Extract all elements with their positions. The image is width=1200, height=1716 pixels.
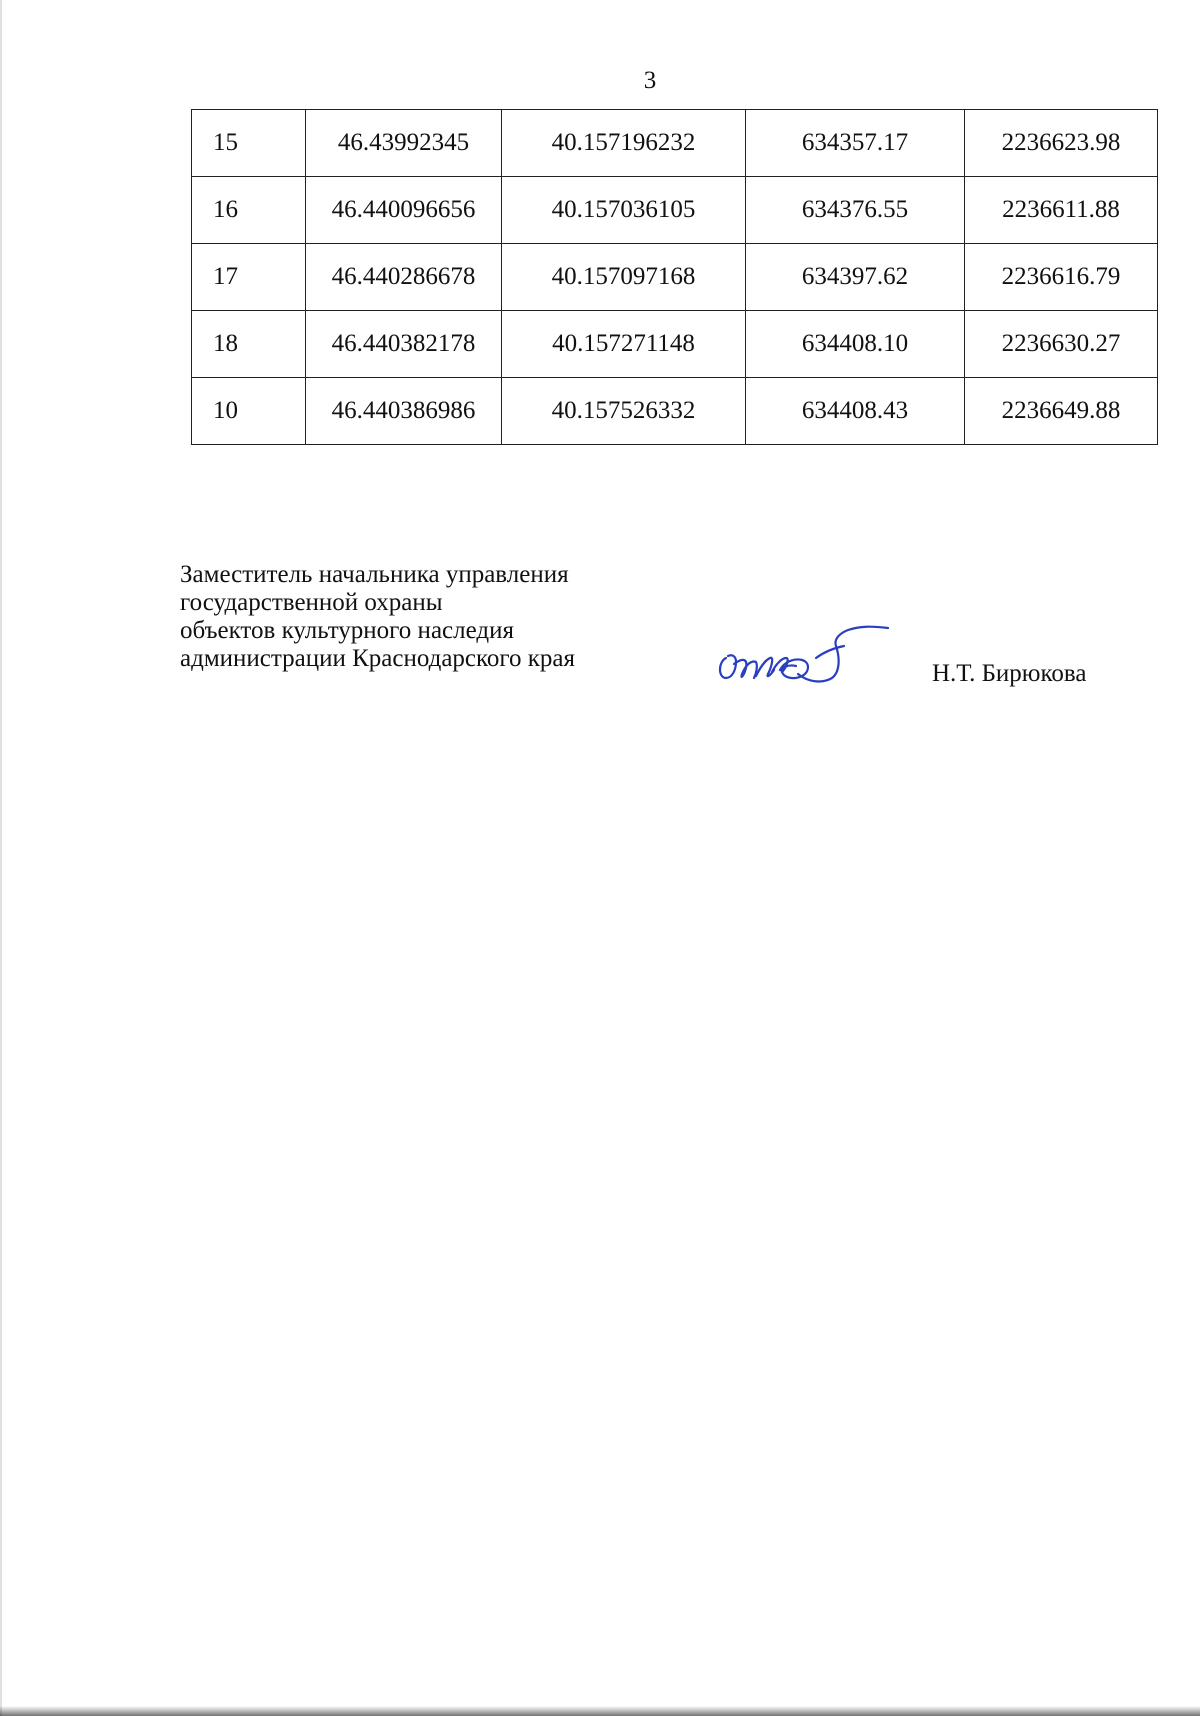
x-coordinate-cell: 634357.17 [746, 110, 965, 177]
table-row [192, 378, 1158, 445]
point-number-cell: 16 [192, 177, 306, 244]
point-number-cell: 15 [192, 110, 306, 177]
signatory-line: администрации Краснодарского края [180, 645, 576, 672]
y-coordinate-cell: 2236623.98 [965, 110, 1158, 177]
latitude-cell: 46.440286678 [306, 244, 502, 311]
y-coordinate-cell: 2236630.27 [965, 311, 1158, 378]
longitude-cell: 40.157097168 [502, 244, 746, 311]
signer-name: Н.Т. Бирюкова [932, 660, 1087, 687]
signatory-line: объектов культурного наследия [180, 617, 514, 644]
signatory-position [180, 561, 575, 673]
signatory-line: государственной охраны [180, 589, 443, 616]
point-number-cell: 17 [192, 244, 306, 311]
table-row [192, 311, 1158, 378]
point-number-cell: 10 [192, 378, 306, 445]
longitude-cell: 40.157196232 [502, 110, 746, 177]
latitude-cell: 46.43992345 [306, 110, 502, 177]
table-row [192, 110, 1158, 177]
y-coordinate-cell: 2236611.88 [965, 177, 1158, 244]
table-row [192, 177, 1158, 244]
y-coordinate-cell: 2236649.88 [965, 378, 1158, 445]
scan-edge-shadow [0, 0, 2, 1716]
coordinates-table [191, 109, 1158, 445]
latitude-cell: 46.440382178 [306, 311, 502, 378]
longitude-cell: 40.157271148 [502, 311, 746, 378]
y-coordinate-cell: 2236616.79 [965, 244, 1158, 311]
x-coordinate-cell: 634408.10 [746, 311, 965, 378]
signatory-line: Заместитель начальника управления [180, 561, 569, 588]
longitude-cell: 40.157526332 [502, 378, 746, 445]
handwritten-signature [712, 618, 902, 698]
longitude-cell: 40.157036105 [502, 177, 746, 244]
point-number-cell: 18 [192, 311, 306, 378]
scan-bottom-shadow [0, 1706, 1200, 1716]
x-coordinate-cell: 634376.55 [746, 177, 965, 244]
page-number: 3 [643, 67, 657, 94]
table-row [192, 244, 1158, 311]
x-coordinate-cell: 634408.43 [746, 378, 965, 445]
latitude-cell: 46.440386986 [306, 378, 502, 445]
x-coordinate-cell: 634397.62 [746, 244, 965, 311]
latitude-cell: 46.440096656 [306, 177, 502, 244]
